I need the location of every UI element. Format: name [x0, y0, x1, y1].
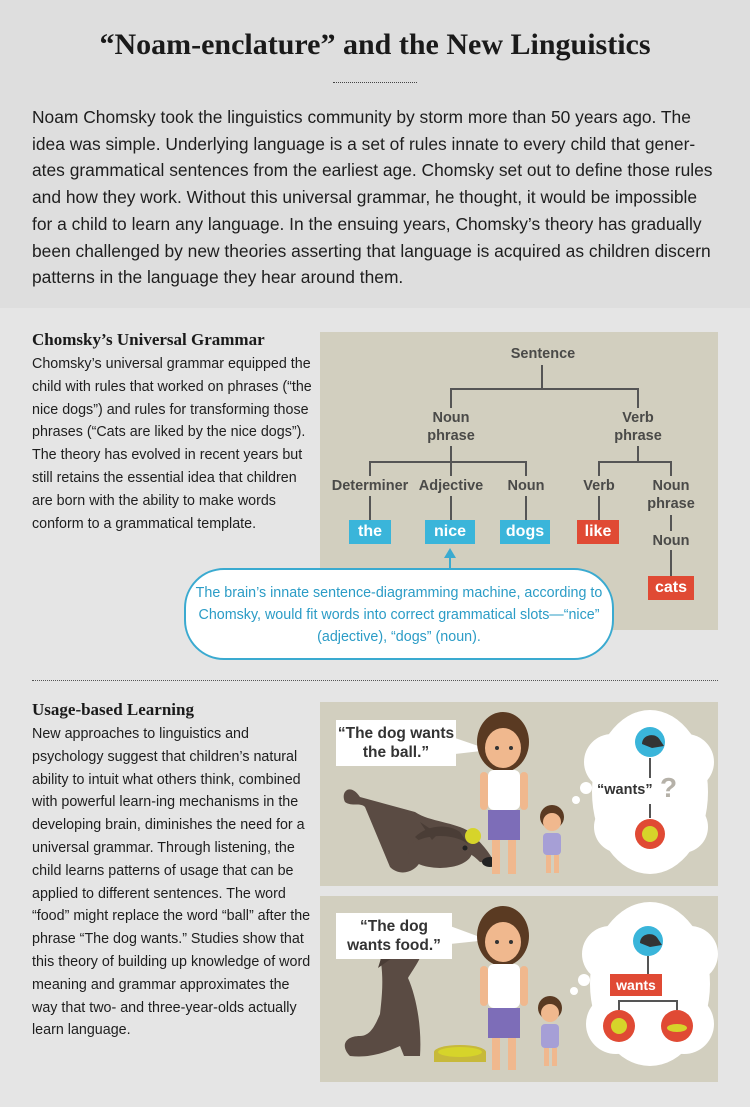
thought-word-wants: “wants” — [597, 782, 653, 798]
child-icon — [540, 805, 564, 873]
node-sentence: Sentence — [510, 346, 576, 362]
word-cats: cats — [648, 576, 694, 600]
tree-line — [450, 461, 452, 476]
tree-line — [598, 461, 671, 463]
tree-line — [369, 461, 526, 463]
node-verb: Verb — [583, 478, 615, 494]
section-body-usage-based: New approaches to linguistics and psychology suggest that children’s natural ability to intuit what others think, combined with powerful learn-ing mechanisms in the developing brain, diminishes the need for a universal grammar. Through listening, the child learns patterns of usage that can be applied to different sentences. The word “food” might replace the word “ball” after the phrase “The dog wants.” Studies show that this theory of building up knowledge of word meaning and grammar approximates the way that two- and three-year-olds actually learn language. — [32, 726, 311, 1039]
node-determiner: Determiner — [331, 478, 409, 494]
word-the: the — [349, 520, 391, 544]
tree-line — [450, 496, 452, 520]
section-title-universal-grammar: Chomsky’s Universal Grammar — [32, 330, 265, 349]
tree-line — [670, 461, 672, 476]
intro-header — [0, 0, 750, 308]
node-noun-phrase-2: Noun phrase — [647, 478, 695, 512]
node-adjective: Adjective — [418, 478, 484, 494]
tree-line — [369, 461, 371, 476]
tree-line — [541, 365, 543, 389]
tree-line — [450, 388, 638, 390]
tree-line — [598, 496, 600, 520]
callout-text: The brain’s innate sentence-diagramming machine, according to Chomsky, would fit words into correct grammatical slots—“nice” (adjective), “dogs” (noun). — [195, 585, 603, 645]
node-noun-2: Noun — [652, 533, 690, 549]
tennis-ball-icon — [465, 828, 481, 844]
intro-paragraph: Noam Chomsky took the linguistics community by storm more than 50 years ago. The idea was simple. Underlying language is a set of rules innate to every child that gener-ates grammatical sentences from the earliest age. Chomsky set out to define those rules and how they work. Without this universal grammar, he thought, it would be impossible for a child to learn any language. In the ensuing years, Chomsky’s theory has gradually been challenged by new theories asserting that language is acquired as children discern patterns in the language they hear around them. — [32, 107, 713, 288]
callout-bubble — [184, 568, 614, 660]
title-divider — [333, 82, 417, 83]
tree-line — [670, 550, 672, 576]
tree-line — [637, 446, 639, 462]
page-title: “Noam-enclature” and the New Linguistics — [99, 28, 651, 61]
node-noun: Noun — [507, 478, 545, 494]
node-verb-phrase: Verb phrase — [614, 410, 662, 444]
child-icon — [538, 996, 562, 1066]
tree-line — [450, 388, 452, 408]
speech-bubble-food: “The dog wants food.” — [336, 913, 452, 959]
tree-line — [369, 496, 371, 520]
question-mark-icon: ? — [660, 772, 678, 803]
word-dogs: dogs — [500, 520, 550, 544]
section-body-universal-grammar: Chomsky’s universal grammar equipped the child with rules that worked on phrases (“the nice dogs”) and rules for transforming those phrases (“Cats are liked by the nice dogs”). The theory has evolved in recent years but still retains the essential idea that children are born with the ability to make words conform to a grammatical template. — [32, 356, 312, 532]
node-noun-phrase: Noun phrase — [427, 410, 475, 444]
section-divider — [32, 680, 718, 681]
word-like: like — [577, 520, 619, 544]
tree-line — [637, 388, 639, 408]
tree-line — [450, 446, 452, 462]
tree-line — [525, 461, 527, 476]
tree-line — [525, 496, 527, 520]
speech-bubble-ball: “The dog wants the ball.” — [336, 720, 456, 766]
callout-arrow-icon — [440, 546, 460, 570]
word-nice: nice — [425, 520, 475, 544]
section-title-usage-based: Usage-based Learning — [32, 700, 194, 719]
thought-word-wants-box: wants — [610, 974, 662, 996]
tree-line — [598, 461, 600, 476]
food-bowl-icon — [434, 1045, 486, 1062]
girl-icon — [477, 906, 529, 1070]
tree-line — [670, 515, 672, 531]
